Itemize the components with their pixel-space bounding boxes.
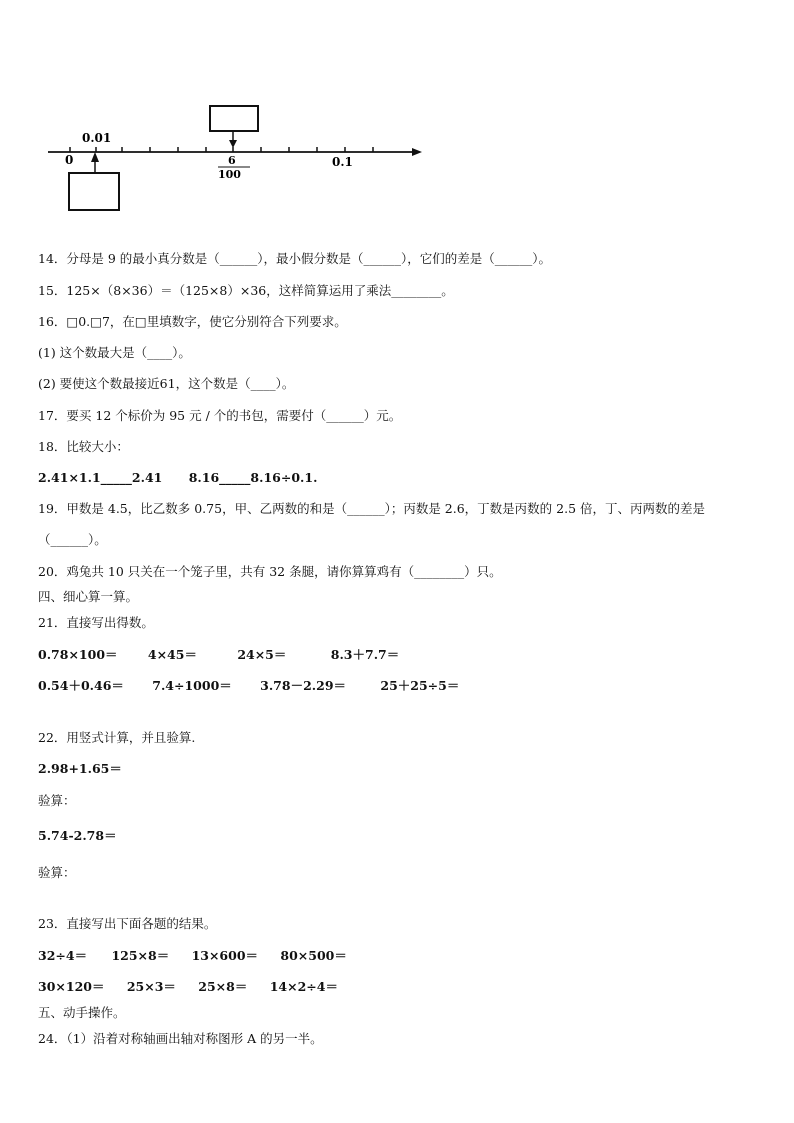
section-5-heading: 五、动手操作。	[38, 1005, 126, 1020]
question-15: 15．125×（8×36）＝（125×8）×36，这样简算运用了乘法________。	[38, 283, 454, 298]
oral-calc-item: 0.78×100＝	[38, 647, 118, 662]
oral-calc-item: 8.3＋7.7＝	[330, 647, 400, 662]
label-fraction-numerator: 6	[228, 154, 236, 167]
oral-calc-item: 7.4÷1000＝	[152, 678, 232, 693]
question-21-row-1	[38, 647, 421, 663]
section-4-heading: 四、细心算一算。	[38, 589, 139, 604]
calc-item: 30×120＝	[38, 979, 105, 994]
arrow-down-head	[229, 140, 237, 148]
question-20: 20．鸡兔共 10 只关在一个笼子里，共有 32 条腿，请你算算鸡有（________）只。	[38, 564, 502, 579]
question-21: 21．直接写出得数。	[38, 615, 154, 630]
compare-item: 8.16_____8.16÷0.1.	[188, 470, 318, 485]
question-22: 22．用竖式计算，并且验算.	[38, 730, 196, 745]
question-24: 24．（1）沿着对称轴画出轴对称图形 A 的另一半。	[38, 1031, 323, 1046]
answer-box-top	[210, 106, 258, 131]
question-16-part-1: (1) 这个数最大是（____）。	[38, 345, 191, 360]
question-18-compare-row	[38, 470, 339, 486]
calc-item: 13×600＝	[191, 948, 259, 963]
question-17: 17．要买 12 个标价为 95 元 / 个的书包，需要付（______）元。	[38, 408, 402, 423]
question-14: 14．分母是 9 的最小真分数是（______），最小假分数是（______），它们的差是（______）。	[38, 251, 552, 266]
label-point-one: 0.1	[332, 155, 353, 169]
calc-item: 80×500＝	[280, 948, 347, 963]
axis-arrow-head	[412, 148, 422, 156]
label-001: 0.01	[82, 131, 112, 145]
question-21-row-2	[38, 678, 481, 694]
calc-item: 25×8＝	[198, 979, 248, 994]
question-22-check-1: 验算：	[38, 793, 76, 808]
question-23-row-2	[38, 979, 360, 995]
question-19-line-2: （______）。	[38, 532, 107, 547]
question-22-expr-b: 5.74-2.78＝	[38, 828, 117, 843]
label-fraction-denominator: 100	[218, 168, 241, 181]
question-16: 16．□0.□7，在□里填数字，使它分别符合下列要求。	[38, 314, 347, 329]
oral-calc-item: 0.54＋0.46＝	[38, 678, 124, 693]
question-23: 23．直接写出下面各题的结果。	[38, 916, 217, 931]
answer-box-bottom	[69, 173, 119, 210]
question-16-part-2: (2) 要使这个数最接近61，这个数是（____）。	[38, 376, 295, 391]
question-18: 18．比较大小：	[38, 439, 129, 454]
calc-item: 14×2÷4＝	[269, 979, 338, 994]
question-22-expr-a: 2.98+1.65＝	[38, 761, 122, 776]
oral-calc-item: 24×5＝	[237, 647, 287, 662]
question-22-check-2: 验算：	[38, 865, 76, 880]
calc-item: 25×3＝	[126, 979, 176, 994]
label-zero: 0	[65, 153, 74, 167]
calc-item: 125×8＝	[111, 948, 170, 963]
oral-calc-item: 25＋25÷5＝	[380, 678, 460, 693]
oral-calc-item: 3.78－2.29＝	[260, 678, 347, 693]
question-23-row-1	[38, 948, 369, 964]
compare-item: 2.41×1.1_____2.41	[38, 470, 163, 485]
calc-item: 32÷4＝	[38, 948, 88, 963]
oral-calc-item: 4×45＝	[147, 647, 197, 662]
question-19-line-1: 19．甲数是 4.5，比乙数多 0.75，甲、乙两数的和是（______）；丙数是 2.6，丁数是丙数的 2.5 倍，丁、丙两数的差是	[38, 501, 705, 516]
number-line-figure	[40, 100, 440, 215]
